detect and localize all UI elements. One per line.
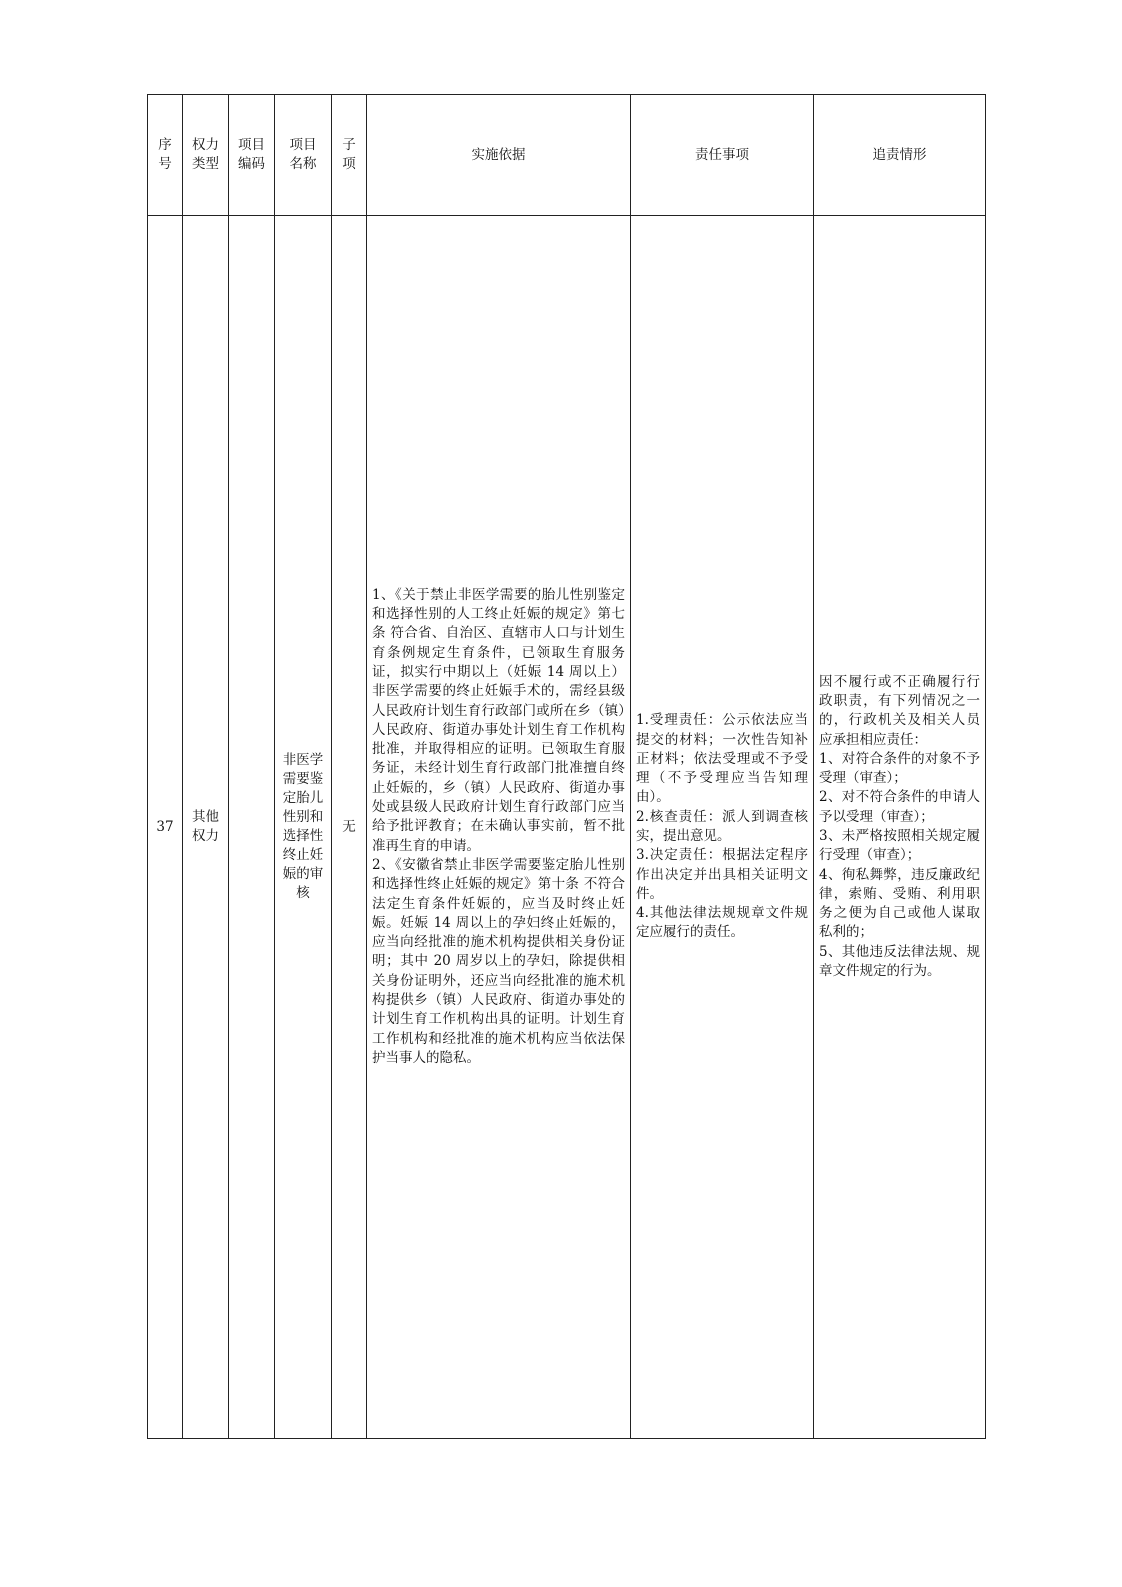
cell-accountability xyxy=(814,216,986,1439)
header-power-type: 权力类型 xyxy=(183,95,229,216)
header-basis: 实施依据 xyxy=(367,95,631,216)
header-item-name: 项目名称 xyxy=(275,95,332,216)
power-list-table xyxy=(147,94,986,1439)
header-accountability: 追责情形 xyxy=(814,95,986,216)
responsibility-item-4: 4.其他法律法规规章文件规定应履行的责任。 xyxy=(636,905,808,941)
accountability-item-2: 2、对不符合条件的申请人予以受理（审查）； xyxy=(819,789,980,825)
cell-item-code xyxy=(229,216,275,1439)
responsibility-item-1: 1.受理责任：公示依法应当提交的材料；一次性告知补正材料；依法受理或不予受理（不予受理应当告知理由）。 xyxy=(636,712,808,806)
table-row xyxy=(148,216,986,1439)
basis-paragraph-2: 2、《安徽省禁止非医学需要鉴定胎儿性别和选择性终止妊娠的规定》第十条 不符合法定生育条件妊娠的，应当及时终止妊娠。妊娠 14 周以上的孕妇终止妊娠的，应当向经批准的施术机构提供相关身份证明；其中 20 周岁以上的孕妇，除提供相关身份证明外，还应当向经批准的施术机构提供乡（镇）人民政府、街道办事处的计划生育工作机构出具的证明。计划生育工作机构和经批准的施术机构应当依法保护当事人的隐私。 xyxy=(372,856,625,1066)
cell-responsibility xyxy=(631,216,814,1439)
responsibility-item-2: 2.核查责任：派人到调查核实，提出意见。 xyxy=(636,808,808,844)
cell-sub-item: 无 xyxy=(332,216,367,1439)
cell-seq: 37 xyxy=(148,216,183,1439)
cell-power-type: 其他权力 xyxy=(183,216,229,1439)
responsibility-item-3: 3.决定责任：根据法定程序作出决定并出具相关证明文件。 xyxy=(636,847,808,902)
header-seq: 序号 xyxy=(148,95,183,216)
header-item-code: 项目编码 xyxy=(229,95,275,216)
accountability-intro: 因不履行或不正确履行行政职责，有下列情况之一的，行政机关及相关人员应承担相应责任： xyxy=(819,673,980,748)
cell-item-name: 非医学需要鉴定胎儿性别和选择性终止妊娠的审核 xyxy=(275,216,332,1439)
accountability-item-5: 5、其他违反法律法规、规章文件规定的行为。 xyxy=(819,943,980,980)
header-responsibility: 责任事项 xyxy=(631,95,814,216)
basis-paragraph-1: 1、《关于禁止非医学需要的胎儿性别鉴定和选择性别的人工终止妊娠的规定》第七条 符合省、自治区、直辖市人口与计划生育条例规定生育条件，已领取生育服务证，拟实行中期以上（妊娠 14 周以上）非医学需要的终止妊娠手术的，需经县级人民政府计划生育行政部门或所在乡（镇）人民政府、街道办事处计划生育工作机构批准，并取得相应的证明。已领取生育服务证，未经计划生育行政部门批准擅自终止妊娠的，乡（镇）人民政府、街道办事处或县级人民政府计划生育行政部门应当给予批评教育；在未确认事实前，暂不批准再生育的申请。 xyxy=(372,586,625,854)
cell-basis xyxy=(367,216,631,1439)
accountability-item-3: 3、未严格按照相关规定履行受理（审查）； xyxy=(819,828,980,864)
header-row xyxy=(148,95,986,216)
accountability-item-4: 4、徇私舞弊，违反廉政纪律，索贿、受贿、利用职务之便为自己或他人谋取私利的； xyxy=(819,866,980,941)
accountability-item-1: 1、对符合条件的对象不予受理（审查）； xyxy=(819,750,980,787)
header-sub-item: 子项 xyxy=(332,95,367,216)
